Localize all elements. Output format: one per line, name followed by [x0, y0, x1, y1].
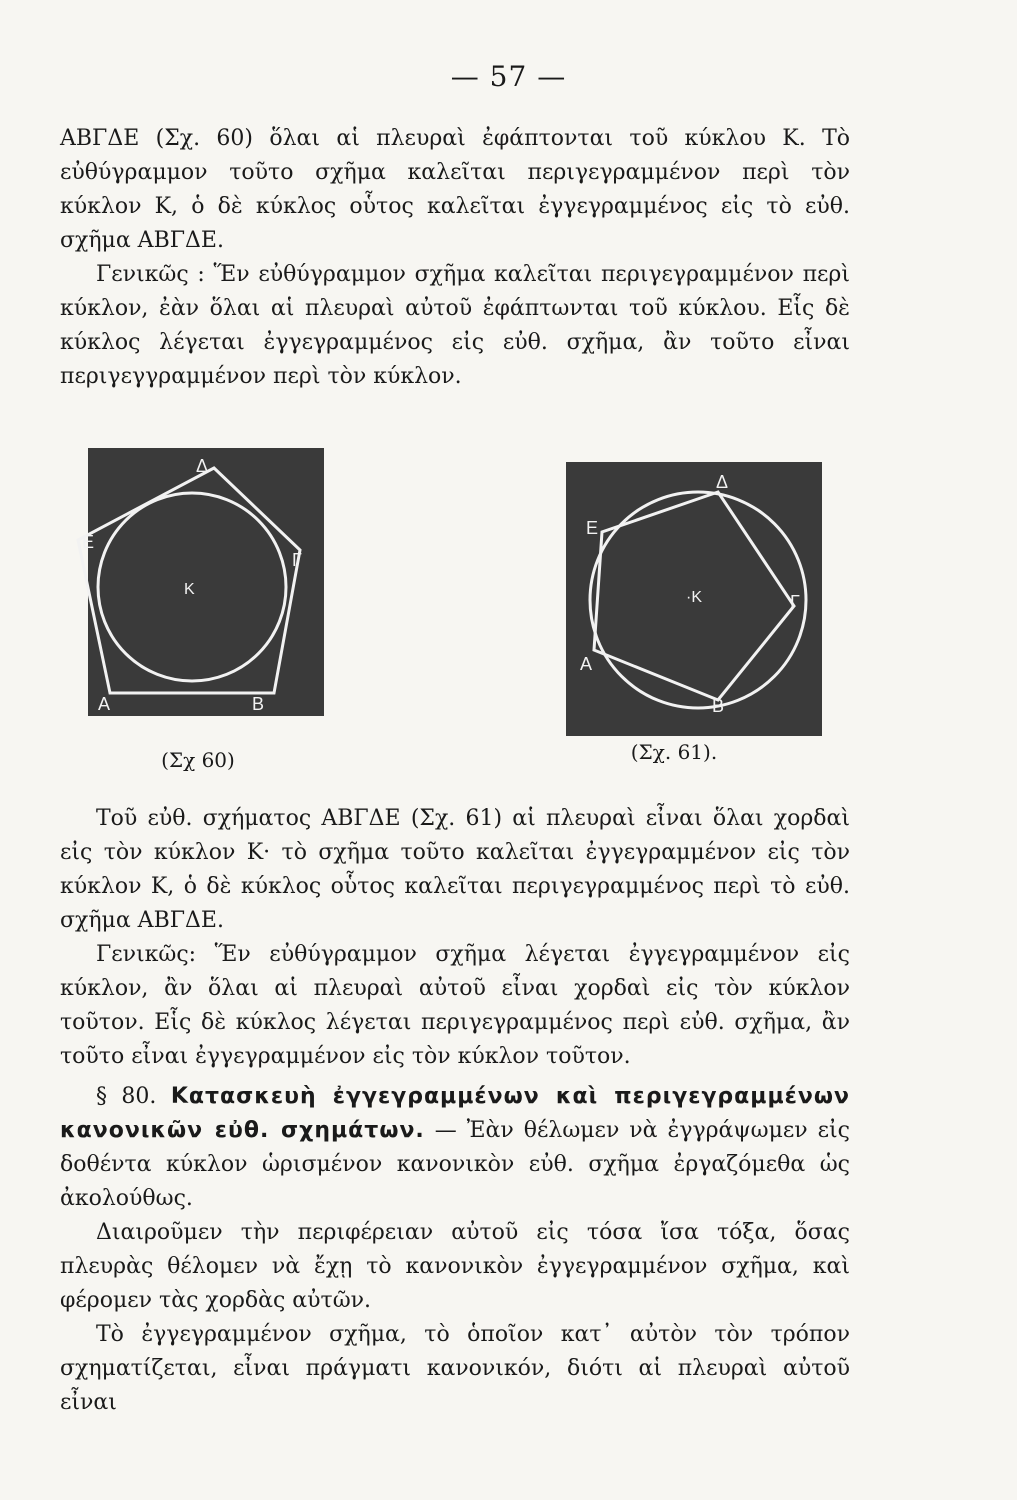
figure-61-label-k: ·K: [686, 589, 702, 606]
paragraph-fig60-description: ΑΒΓΔΕ (Σχ. 60) ὅλαι αἱ πλευραὶ ἐφάπτονται τοῦ κύκλου Κ. Τὸ εὐθύγραμμον τοῦτο σχῆμα καλεῖται περιγεγραμμένον περὶ τὸν κύκλον Κ, ὁ δὲ κύκλος οὗτος καλεῖται ἐγγεγραμμένος εἰς τὸ εὐθ. σχῆμα ΑΒΓΔΕ.: [60, 126, 850, 253]
figure-60-background: [88, 448, 324, 716]
text-block-bottom: [60, 1080, 850, 1420]
figure-60-diagram: [82, 448, 324, 716]
figure-60: [82, 448, 324, 716]
paragraph-inscribed-definition: Γενικῶς: Ἕν εὐθύγραμμον σχῆμα λέγεται ἐγγεγραμμένον εἰς κύκλον, ἂν ὅλαι αἱ πλευραὶ αὐτοῦ εἶναι χορδαὶ εἰς τὸν κύκλον τοῦτον. Εἷς δὲ κύκλος λέγεται περιγεγραμμένος περὶ εὐθ. σχῆμα, ἂν τοῦτο εἶναι ἐγγεγραμμένον εἰς τὸν κύκλον τοῦτον.: [60, 942, 850, 1069]
figure-61-diagram: [566, 462, 822, 736]
figure-61-caption: (Σχ. 61).: [630, 740, 718, 764]
figure-60-caption: (Σχ 60): [161, 748, 235, 772]
paragraph-divide-circumference: Διαιροῦμεν τὴν περιφέρειαν αὐτοῦ εἰς τόσα ἴσα τόξα, ὅσας πλευρὰς θέλομεν νὰ ἔχῃ τὸ κανονικὸν ἐγγεγραμμένον σχῆμα, καὶ φέρομεν τὰς χορδὰς αὐτῶν.: [60, 1220, 850, 1313]
figure-61-label-d: Δ: [716, 472, 729, 492]
page-number: — 57 —: [450, 60, 567, 93]
paragraph-section-80: [60, 1080, 850, 1216]
section-title: Κατασκευὴ ἐγγεγραμμένων καὶ περιγεγραμμένων κανονικῶν εὐθ. σχημάτων.: [60, 1084, 851, 1143]
section-intro: — Ἐὰν θέλωμεν νὰ ἐγγράψωμεν εἰς δοθέντα κύκλον ὡρισμένον κανονικὸν εὐθ. σχῆμα ἐργαζόμεθα ὡς ἀκολούθως.: [60, 1118, 850, 1211]
figure-61-label-b: B: [712, 696, 725, 716]
figure-60-label-b: B: [252, 694, 265, 714]
figure-60-label-e: E: [82, 532, 95, 552]
text-block-top: [60, 122, 850, 394]
figure-60-label-d: Δ: [196, 456, 209, 476]
figure-60-label-a: A: [98, 694, 111, 714]
paragraph-inscribed-regular: Τὸ ἐγγεγραμμένον σχῆμα, τὸ ὁποῖον κατ᾽ αὐτὸν τὸν τρόπον σχηματίζεται, εἶναι πράγματι κανονικόν, διότι αἱ πλευραὶ αὐτοῦ εἶναι: [60, 1322, 850, 1415]
paragraph-fig61-description: Τοῦ εὐθ. σχήματος ΑΒΓΔΕ (Σχ. 61) αἱ πλευραὶ εἶναι ὅλαι χορδαὶ εἰς τὸν κύκλον Κ· τὸ σχῆμα τοῦτο καλεῖται ἐγγεγραμμένον εἰς τὸν κύκλον Κ, ὁ δὲ κύκλος οὗτος καλεῖται περιγεγραμμένος περὶ τὸ εὐθ. σχῆμα ΑΒΓΔΕ.: [60, 806, 850, 933]
text-block-middle: [60, 802, 850, 1074]
figure-60-label-k: K: [184, 581, 195, 598]
figure-61-label-e: E: [586, 518, 599, 538]
figure-61-label-a: A: [580, 654, 593, 674]
paragraph-circumscribed-definition: Γενικῶς : Ἕν εὐθύγραμμον σχῆμα καλεῖται περιγεγραμμένον περὶ κύκλον, ἐὰν ὅλαι αἱ πλευραὶ αὐτοῦ ἐφάπτωνται τοῦ κύκλου. Εἷς δὲ κύκλος λέγεται ἐγγεγραμμένος εἰς εὐθ. σχῆμα, ἂν τοῦτο εἶναι περιγεγγραμμένον περὶ τὸν κύκλον.: [60, 262, 850, 389]
figure-61: [566, 462, 822, 736]
figure-61-label-g: Γ: [790, 592, 800, 612]
section-mark: § 80.: [96, 1084, 157, 1109]
figure-60-label-g: Γ: [292, 550, 302, 570]
